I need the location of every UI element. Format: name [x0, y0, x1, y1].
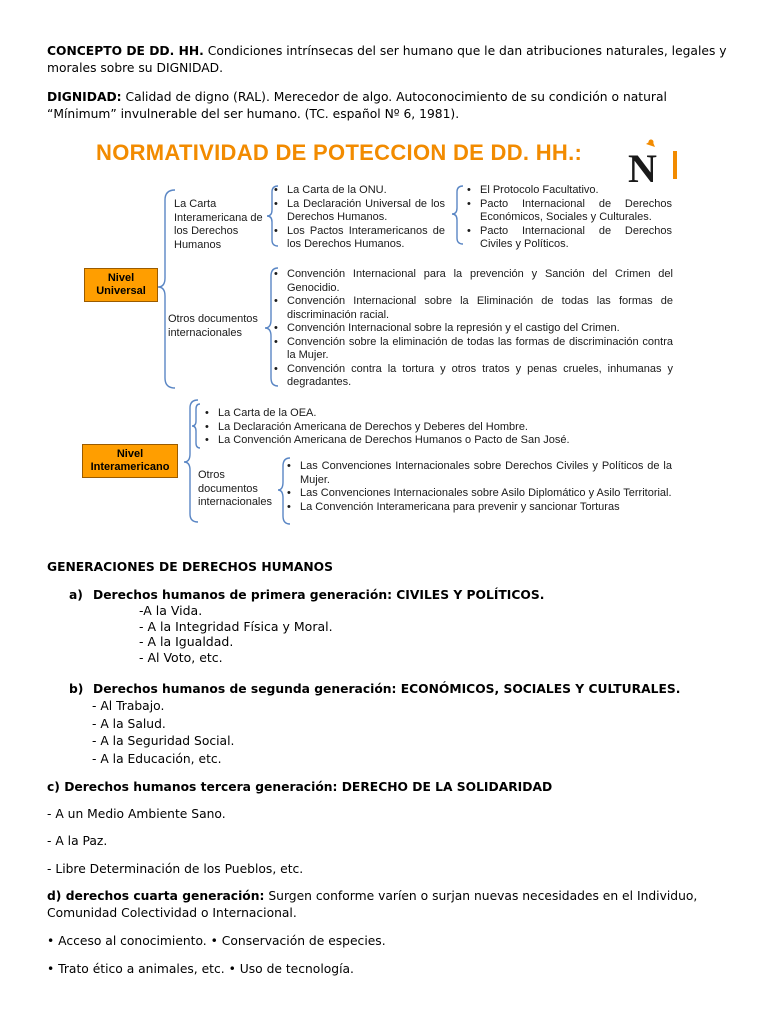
concepto-label: CONCEPTO DE DD. HH.	[47, 44, 204, 58]
list-item: - A la Paz.	[47, 834, 108, 848]
list-item: - A un Medio Ambiente Sano.	[47, 807, 226, 821]
generacion-b-title: Derechos humanos de segunda generación: ECONÓMICOS, SOCIALES Y CULTURALES.	[93, 682, 681, 696]
generacion-a-marker: a)	[69, 588, 83, 602]
nivel-interamericano-box	[82, 444, 178, 478]
nivel-interamericano-label-2: Interamericano	[90, 461, 170, 473]
dignidad-label: DIGNIDAD:	[47, 90, 122, 104]
carta-items-list	[273, 184, 445, 252]
list-item: • La Convención Interamericana para prevenir y sancionar Torturas	[300, 501, 672, 515]
otros-universal-list	[273, 268, 673, 390]
list-item: - A la Integridad Física y Moral.	[139, 618, 333, 634]
list-item: - A la Igualdad.	[139, 634, 234, 649]
generacion-d-text: Surgen conforme varíen o surjan nuevas necesidades en el Individuo, Comunidad Colectividad o Internacional.	[47, 889, 698, 920]
list-item: - Al Trabajo.	[92, 699, 165, 713]
otros-universal-label: Otros documentos internacionales	[168, 313, 258, 339]
list-item: • El Protocolo Facultativo.	[480, 184, 672, 198]
list-item: • La Carta de la OEA.	[218, 407, 674, 421]
list-item: • Convención Internacional sobre la Eliminación de todas las formas de discriminación racial.	[287, 295, 673, 322]
list-item: • La Convención Americana de Derechos Humanos o Pacto de San José.	[218, 434, 674, 448]
pacto-items-list	[466, 184, 672, 252]
logo-letter: N	[628, 146, 657, 188]
generacion-d-label: d) derechos cuarta generación:	[47, 889, 265, 903]
list-item: • Convención contra la tortura y otros tratos y penas crueles, inhumanas y degradantes.	[287, 363, 673, 390]
list-item: - A la Seguridad Social.	[92, 734, 235, 748]
normatividad-diagram	[80, 138, 690, 530]
concepto-text: Condiciones intrínsecas del ser humano que le dan atribuciones naturales, legales y morales sobre su DIGNIDAD.	[47, 44, 727, 75]
list-item: - Al Voto, etc.	[139, 649, 223, 665]
otros-interamericano-label: Otros documentos internacionales	[198, 469, 272, 508]
list-item: • La Declaración Universal de los Derechos Humanos.	[287, 198, 445, 225]
generacion-a-title: Derechos humanos de primera generación: CIVILES Y POLÍTICOS.	[93, 588, 545, 602]
list-item: • Las Convenciones Internacionales sobre Asilo Diplomático y Asilo Territorial.	[300, 487, 672, 501]
list-item: - A la Salud.	[92, 716, 166, 731]
nivel-universal-box	[84, 268, 158, 302]
interamericano-items-list	[204, 407, 674, 448]
list-item: • Las Convenciones Internacionales sobre Derechos Civiles y Políticos de la Mujer.	[300, 460, 672, 487]
list-item: • La Carta de la ONU.	[287, 184, 445, 198]
list-item: - Libre Determinación de los Pueblos, etc.	[47, 862, 304, 876]
list-item: • Los Pactos Interamericanos de los Derechos Humanos.	[287, 225, 445, 252]
bullets-line-2: • Trato ético a animales, etc. • Uso de tecnología.	[47, 962, 354, 976]
list-item: • La Declaración Americana de Derechos y Deberes del Hombre.	[218, 421, 674, 435]
list-item: • Convención sobre la eliminación de todas las formas de discriminación contra la Mujer.	[287, 336, 673, 363]
dignidad-paragraph	[47, 89, 727, 123]
generacion-a-items	[139, 603, 333, 665]
generacion-b-marker: b)	[69, 682, 84, 696]
generaciones-heading: GENERACIONES DE DERECHOS HUMANOS	[47, 560, 333, 574]
list-item: • Convención Internacional sobre la represión y el castigo del Crimen.	[287, 322, 673, 336]
list-item: • Convención Internacional para la prevención y Sanción del Crimen del Genocidio.	[287, 268, 673, 295]
nivel-universal-label-2: Universal	[96, 285, 146, 297]
carta-interamericana-label: La Carta Interamericana de los Derechos Humanos	[174, 198, 263, 251]
generacion-d	[47, 888, 727, 922]
list-item: • Pacto Internacional de Derechos Civiles y Políticos.	[480, 225, 672, 252]
diagram-title: NORMATIVIDAD DE POTECCION DE DD. HH.:	[96, 140, 583, 165]
list-item: - A la Educación, etc.	[92, 751, 222, 766]
dignidad-text: Calidad de digno (RAL). Merecedor de algo. Autoconocimiento de su condición o natural “Mínimum” invulnerable del ser humano. (TC. español Nº 6, 1981).	[47, 90, 667, 121]
generacion-c-title: c) Derechos humanos tercera generación: DERECHO DE LA SOLIDARIDAD	[47, 780, 553, 794]
list-item: -A la Vida.	[139, 603, 203, 618]
list-item: • Pacto Internacional de Derechos Económicos, Sociales y Culturales.	[480, 198, 672, 225]
nivel-interamericano-label-1: Nivel	[116, 448, 144, 460]
concepto-paragraph	[47, 43, 727, 77]
nivel-universal-label-1: Nivel	[107, 272, 135, 284]
bullets-line-1: • Acceso al conocimiento. • Conservación de especies.	[47, 934, 386, 948]
generacion-b-items	[92, 698, 768, 768]
otros-interamericano-list	[286, 460, 672, 514]
